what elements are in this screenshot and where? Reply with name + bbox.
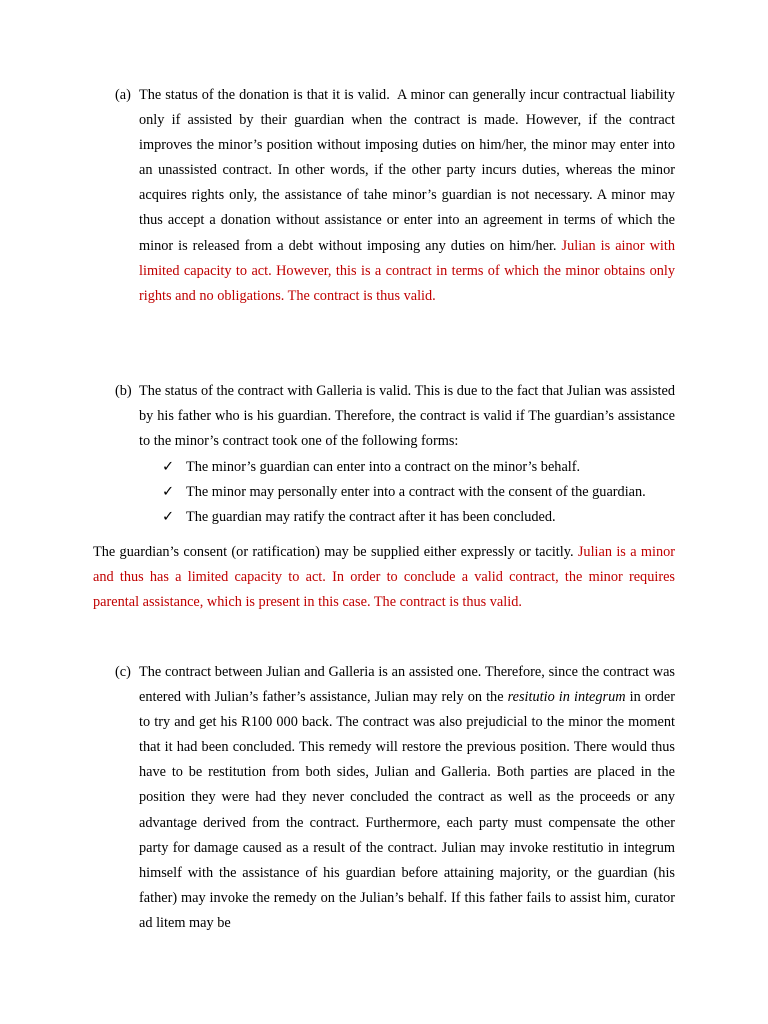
answer-a-body (139, 83, 675, 309)
latin-term: resitutio in integrum (507, 689, 626, 706)
list-item: ✓ The guardian may ratify the contract after it has been concluded. (162, 505, 702, 530)
list-item: ✓ The minor may personally enter into a contract with the consent of the guardian. (162, 480, 702, 505)
answer-a-text: The status of the donation is that it is valid. A minor can generally incur contractual liability only if assisted by their guardian when the contract is made. However, if the contract improves the minor’s position without imposing duties on him/her, the minor may enter into an unassisted contract. In other words, if the other party incurs duties, whereas the minor acquires rights only, the assistance of tahe minor’s guardian is not necessary. A minor may thus accept a donation without assistance or enter into an agreement in terms of which the minor is released from a debt without imposing any duties on him/her. (139, 87, 675, 254)
answer-b-conclusion: Julian is a minor and thus has a limited capacity to act. In order to conclude a valid contract, the minor requires parental assistance, which is present in this case. The contract is thus valid. (93, 544, 676, 611)
checkmark-icon: ✓ (162, 459, 174, 475)
answer-c-body: The contract between Julian and Galleria is an assisted one. Therefore, since the contract was entered with Julian’s father’s assistance, Julian may rely on the resitutio in integrum in order to try and get his R100 000 back. The contract was also prejudicial to the minor the moment that it had been concluded. This remedy will restore the previous position. There would thus have to be restitution from both sides, Julian and Galleria. Both parties are placed in the position they were had they never concluded the contract as well as the proceeds or any advantage derived from the contract. Furthermore, each party must compensate the other party for damage caused as a result of the contract. Julian may invoke restitutio in integrum himself with the assistance of his guardian before attaining majority, or the guardian (his father) may invoke the remedy on the Julian’s behalf. If this father fails to assist him, curator ad litem may be (139, 664, 675, 931)
checkmark-icon: ✓ (162, 509, 174, 525)
answer-b-body: The status of the contract with Galleria is valid. This is due to the fact that Julian was assisted by his father who is his guardian. Therefore, the contract is valid if The guardian’s assistance to the minor’s contract took one of the following forms: (139, 383, 675, 450)
guardian-consent-paragraph: The guardian’s consent (or ratification) may be supplied either expressly or tacitly. Julian is a minor and thus has a limited capacity to act. In order to conclude a valid contract, the minor requires parental assistance, which is present in this case. The contract is thus valid. (93, 544, 676, 611)
checkmark-icon: ✓ (162, 484, 174, 500)
answer-b (115, 379, 675, 454)
list-item: ✓ The minor’s guardian can enter into a contract on the minor’s behalf. (162, 455, 702, 480)
answer-a-label: (a) (115, 87, 131, 103)
answer-a (115, 83, 675, 309)
answer-c (115, 660, 675, 936)
answer-a-conclusion: Julian is ainor with limited capacity to act. However, this is a contract in terms of which the minor obtains only rights and no obligations. The contract is thus valid. (139, 237, 675, 304)
guardian-forms-list (162, 455, 702, 530)
answer-b-label: (b) (115, 383, 132, 399)
answer-c-label: (c) (115, 664, 131, 680)
